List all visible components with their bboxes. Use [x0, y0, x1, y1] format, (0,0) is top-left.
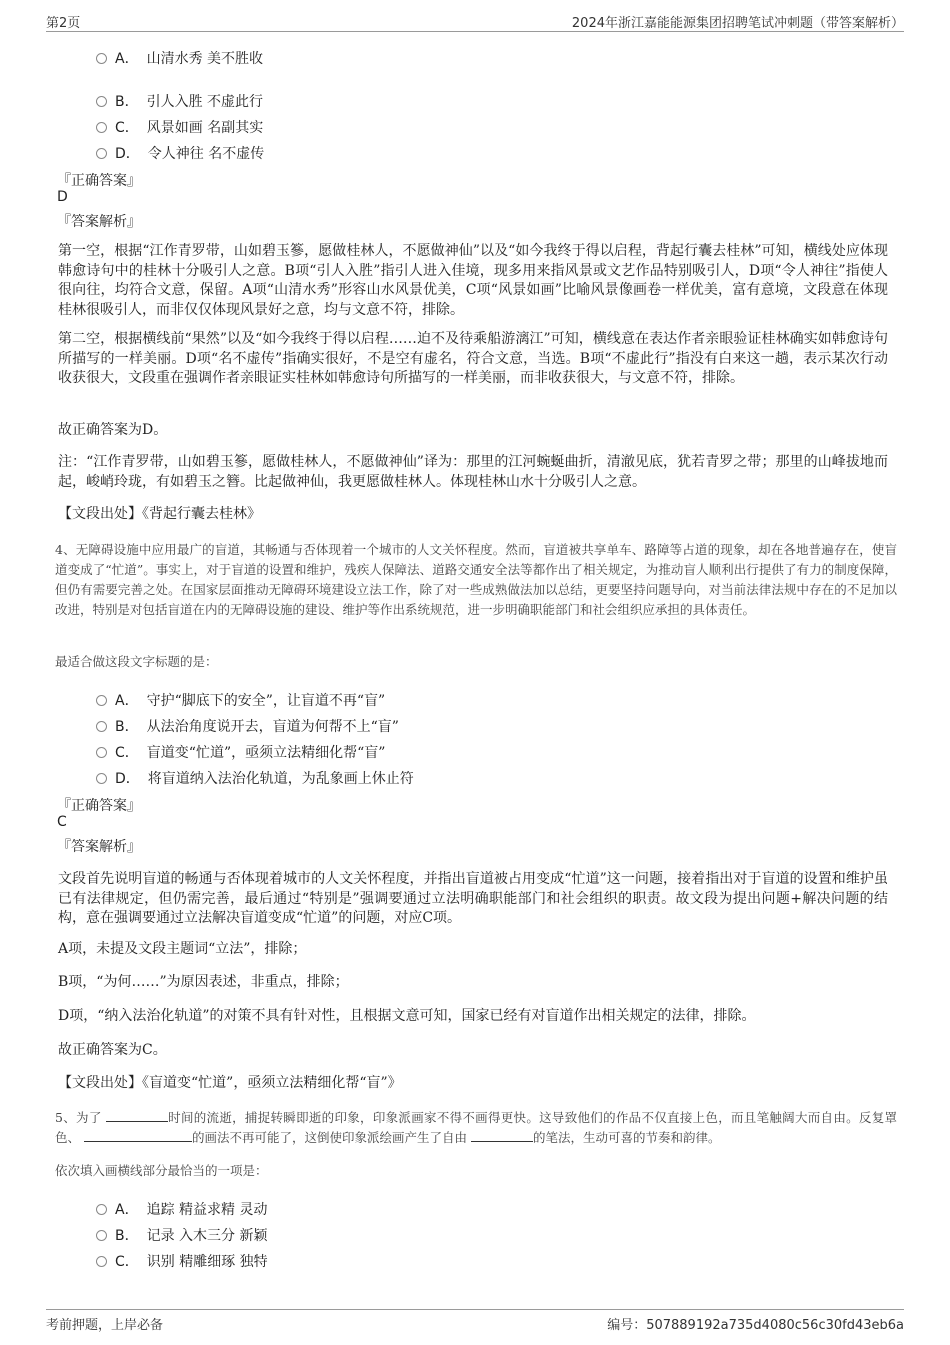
q4-option-c[interactable] [96, 742, 385, 762]
q4-option-d[interactable] [96, 768, 414, 788]
q3-analysis-note: 注：“江作青罗带，山如碧玉篸，愿做桂林人，不愿做神仙”译为：那里的江河蜿蜒曲折，清澈见底，犹若青罗之带；那里的山峰拔地而起，峻峭玲珑，有如碧玉之簪。比起做神仙，我更愿做桂林人。体现桂林山水十分吸引人之意。 [58, 454, 888, 490]
q4-analysis-p5: 故正确答案为C。 [58, 1042, 167, 1058]
option-letter: A． [115, 693, 139, 709]
option-text: 盲道变“忙道”，亟须立法精细化帮“盲” [146, 745, 386, 761]
option-letter: C． [115, 1254, 139, 1270]
q3-analysis-p1: 第一空，根据“江作青罗带，山如碧玉篸，愿做桂林人，不愿做神仙”以及“如今我终于得以启程，背起行囊去桂林”可知，横线处应体现韩愈诗句中的桂林十分吸引人之意。B项“引人入胜”指引人进入佳境，现多用来指风景或文艺作品特别吸引人，D项“令人神往”指使人很向往，均符合文意，保留。A项“山清水秀”形容山水风景优美，C项“风景如画”比喻风景像画卷一样优美，富有意境，文段意在体现桂林很吸引人，而非仅仅体现风景好之意，均与文意不符，排除。 [58, 243, 888, 318]
option-text: 风景如画 名副其实 [146, 120, 264, 136]
q5-stem-part-1: 5、为了 [55, 1110, 106, 1125]
option-text: 从法治角度说开去，盲道为何帮不上“盲” [146, 719, 399, 735]
q5-blank-1 [106, 1109, 168, 1122]
q3-option-d[interactable] [96, 143, 264, 163]
option-text: 识别 精雕细琢 独特 [146, 1254, 268, 1270]
q3-option-c[interactable] [96, 117, 263, 137]
q4-option-a[interactable] [96, 690, 385, 710]
q5-stem [55, 1108, 897, 1148]
option-text: 令人神往 名不虚传 [147, 146, 265, 162]
option-letter: B． [115, 1228, 139, 1244]
option-letter: B． [115, 94, 139, 110]
radio-icon[interactable] [96, 773, 107, 784]
option-text: 追踪 精益求精 灵动 [146, 1202, 268, 1218]
q3-answer-label: 『正确答案』 [57, 173, 141, 189]
q3-option-b[interactable] [96, 91, 263, 111]
option-letter: C． [115, 120, 139, 136]
q4-option-b[interactable] [96, 716, 399, 736]
footer-code-value: 507889192a735d4080c56c30fd43eb6a [646, 1318, 904, 1333]
q3-analysis-p2: 第二空，根据横线前“果然”以及“如今我终于得以启程……迫不及待乘船游漓江”可知，横线意在表达作者亲眼验证桂林确实如韩愈诗句所描写的一样美丽。D项“名不虚传”指确实很好，不是空有虚名，符合文意，当选。B项“不虚此行”指没有白来这一趟，表示某次行动收获很大，文段重在强调作者亲眼证实桂林如韩愈诗句所描写的一样美丽，而非收获很大，与文意不符，排除。 [58, 331, 888, 386]
q3-source: 【文段出处】《背起行囊去桂林》 [58, 506, 261, 522]
document-title: 2024年浙江嘉能能源集团招聘笔试冲刺题（带答案解析） [571, 16, 904, 31]
option-text: 山清水秀 美不胜收 [146, 51, 264, 67]
footer-slogan: 考前押题，上岸必备 [46, 1318, 164, 1333]
radio-icon[interactable] [96, 695, 107, 706]
radio-icon[interactable] [96, 53, 107, 64]
radio-icon[interactable] [96, 1204, 107, 1215]
option-text: 引人入胜 不虚此行 [146, 94, 264, 110]
q3-option-a[interactable] [96, 48, 263, 68]
q4-analysis-p4: D项，“纳入法治化轨道”的对策不具有针对性，且根据文意可知，国家已经有对盲道作出相关规定的法律，排除。 [58, 1008, 756, 1024]
option-letter: D． [115, 771, 140, 787]
radio-icon[interactable] [96, 721, 107, 732]
q5-option-b[interactable] [96, 1225, 268, 1245]
footer-code [607, 1314, 904, 1333]
option-letter: D． [115, 146, 140, 162]
q5-stem-part-2: 时间的流逝，捕捉转瞬即逝的印象，印象派画家不得不画得更快。这导致他们的作品不仅直接上色，而且笔触阔大而自由。反复罩色、 [55, 1110, 897, 1145]
q4-analysis-p3: B项，“为何……”为原因表述，非重点，排除； [58, 974, 349, 990]
radio-icon[interactable] [96, 1230, 107, 1241]
q5-stem-part-4: 的笔法，生动可喜的节奏和韵律。 [532, 1130, 721, 1145]
option-letter: A． [115, 51, 139, 67]
q5-option-c[interactable] [96, 1251, 268, 1271]
header-rule [46, 31, 904, 32]
radio-icon[interactable] [96, 122, 107, 133]
q4-answer: C [57, 814, 67, 830]
option-text: 守护“脚底下的安全”，让盲道不再“盲” [146, 693, 386, 709]
q4-prompt: 最适合做这段文字标题的是： [55, 654, 218, 669]
q5-blank-2 [84, 1129, 192, 1142]
q3-analysis-p3: 故正确答案为D。 [58, 422, 168, 438]
q3-answer: D [57, 189, 68, 205]
q4-analysis-p2: A项，未提及文段主题词“立法”，排除； [58, 941, 307, 957]
q5-option-a[interactable] [96, 1199, 267, 1219]
q5-stem-part-3: 的画法不再可能了，这倒使印象派绘画产生了自由 [191, 1130, 471, 1145]
footer-rule [46, 1309, 904, 1310]
option-text: 将盲道纳入法治化轨道，为乱象画上休止符 [147, 771, 414, 787]
radio-icon[interactable] [96, 1256, 107, 1267]
page-number: 第2页 [46, 16, 81, 31]
option-text: 记录 入木三分 新颖 [146, 1228, 268, 1244]
q5-blank-3 [471, 1129, 533, 1142]
q5-prompt: 依次填入画横线部分最恰当的一项是： [55, 1163, 268, 1178]
q3-analysis-label: 『答案解析』 [57, 214, 141, 230]
radio-icon[interactable] [96, 96, 107, 107]
q4-analysis-p1: 文段首先说明盲道的畅通与否体现着城市的人文关怀程度，并指出盲道被占用变成“忙道”这一问题，接着指出对于盲道的设置和维护虽已有法律规定，但仍需完善，最后通过“特别是”强调要通过立法明确职能部门和社会组织的职责。故文段为提出问题+解决问题的结构，意在强调要通过立法解决盲道变成“忙道”的问题，对应C项。 [58, 871, 888, 926]
option-letter: A． [115, 1202, 139, 1218]
option-letter: B． [115, 719, 139, 735]
radio-icon[interactable] [96, 747, 107, 758]
q4-answer-label: 『正确答案』 [57, 798, 141, 814]
q4-stem: 4、无障碍设施中应用最广的盲道，其畅通与否体现着一个城市的人文关怀程度。然而，盲道被共享单车、路障等占道的现象，却在各地普遍存在，使盲道变成了“忙道”。事实上，对于盲道的设置和维护，残疾人保障法、道路交通安全法等都作出了相关规定，为推动盲人顺利出行提供了有力的制度保障，但仍有需要完善之处。在国家层面推动无障碍环境建设立法工作，除了对一些成熟做法加以总结，更要坚持问题导向，对当前法律法规中存在的不足加以改进，特别是对包括盲道在内的无障碍设施的建设、维护等作出系统规范，进一步明确职能部门和社会组织应承担的具体责任。 [55, 542, 897, 617]
q4-analysis-label: 『答案解析』 [57, 839, 141, 855]
option-letter: C． [115, 745, 139, 761]
q4-source: 【文段出处】《盲道变“忙道”，亟须立法精细化帮“盲”》 [58, 1075, 402, 1091]
radio-icon[interactable] [96, 148, 107, 159]
footer-code-label: 编号： [607, 1318, 647, 1333]
